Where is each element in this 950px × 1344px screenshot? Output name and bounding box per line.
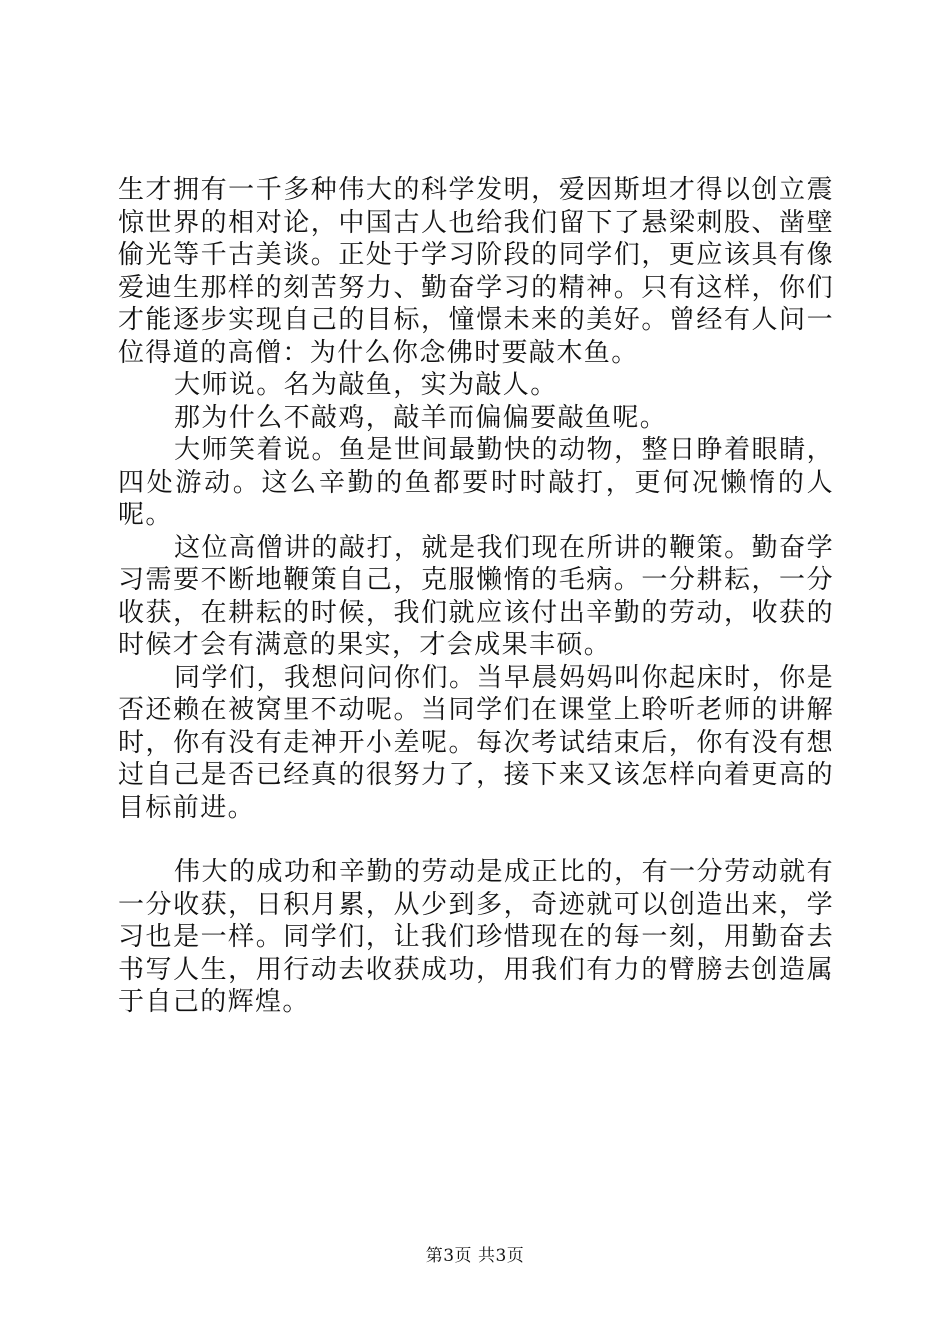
paragraph-conclusion: 伟大的成功和辛勤的劳动是成正比的，有一分劳动就有一分收获，日积月累，从少到多，奇迹就可以创造出来，学习也是一样。同学们，让我们珍惜现在的每一刻，用勤奋去书写人生，用行动去收获成功，用我们有力的臂膀去创造属于自己的辉煌。 [118,857,834,1017]
paragraph-master-says: 大师说。名为敲鱼，实为敲人。 [174,370,558,400]
document-body [118,174,834,1019]
paragraph-continued: 生才拥有一千多种伟大的科学发明，爱因斯坦才得以创立震惊世界的相对论，中国古人也给我们留下了悬梁刺股、凿壁偷光等千古美谈。正处于学习阶段的同学们，更应该具有像爱迪生那样的刻苦努力、勤奋学习的精神。只有这样，你们才能逐步实现自己的目标，憧憬未来的美好。曾经有人问一位得道的高僧：为什么你念佛时要敲木鱼。 [118,175,834,368]
page-footer: 第3页 共3页 [425,1246,525,1266]
paragraph-spur: 这位高僧讲的敲打，就是我们现在所讲的鞭策。勤奋学习需要不断地鞭策自己，克服懒惰的毛病。一分耕耘，一分收获，在耕耘的时候，我们就应该付出辛勤的劳动，收获的时候才会有满意的果实，才会成果丰硕。 [118,532,834,660]
paragraph-students: 同学们，我想问问你们。当早晨妈妈叫你起床时，你是否还赖在被窝里不动呢。当同学们在课堂上聆听老师的讲解时，你有没有走神开小差呢。每次考试结束后，你有没有想过自己是否已经真的很努力了，接下来又该怎样向着更高的目标前进。 [118,662,834,823]
paragraph-master-laughs: 大师笑着说。鱼是世间最勤快的动物，整日睁着眼睛，四处游动。这么辛勤的鱼都要时时敲打，更何况懒惰的人呢。 [118,435,834,530]
paragraph-question: 那为什么不敲鸡，敲羊而偏偏要敲鱼呢。 [174,402,668,433]
